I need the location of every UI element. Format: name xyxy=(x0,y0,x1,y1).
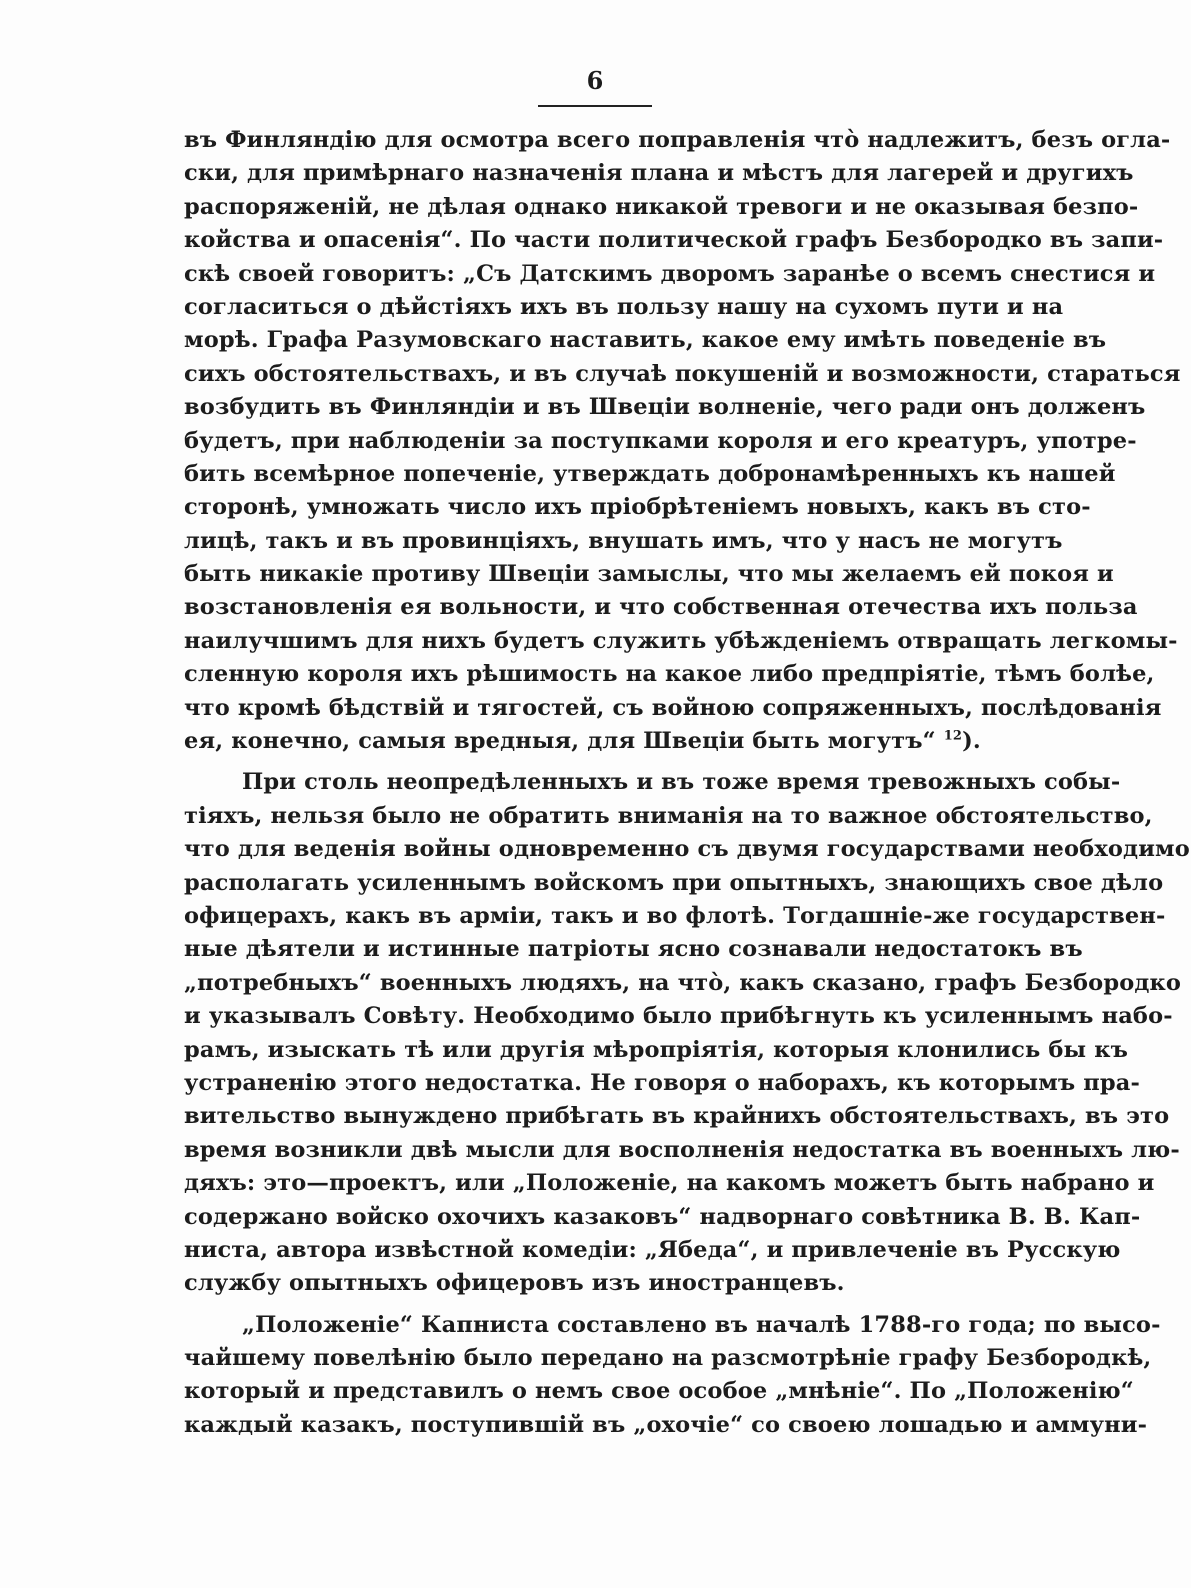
text-line: ниста, автора извѣстной комедіи: „Ябеда“, и привлеченіе въ Русскую xyxy=(184,1236,1121,1263)
text-line: возбудить въ Финляндіи и въ Швеціи волненіе, чего ради онъ долженъ xyxy=(184,394,1146,421)
text-line: располагать усиленнымъ войскомъ при опытныхъ, знающихъ свое дѣло xyxy=(184,869,1164,896)
text-line: „Положеніе“ Капниста составлено въ началѣ 1788-го года; по высо- xyxy=(242,1311,1161,1338)
text-line: сторонѣ, умножать число ихъ пріобрѣтеніемъ новыхъ, какъ въ сто- xyxy=(184,494,1091,521)
text-line: „потребныхъ“ военныхъ людяхъ, на что̀, какъ сказано, графъ Безбородко xyxy=(184,969,1182,996)
text-line: чайшему повелѣнію было передано на разсмотрѣніе графу Безбородкѣ, xyxy=(184,1345,1152,1372)
text-line: бить всемѣрное попеченіе, утверждать добронамѣренныхъ къ нашей xyxy=(184,460,1116,487)
text-line: лицѣ, такъ и въ провинціяхъ, внушать имъ, что у насъ не могутъ xyxy=(184,527,1063,554)
text-line: что для веденія войны одновременно съ двумя государствами необходимо xyxy=(184,836,1190,863)
body-text xyxy=(184,124,1190,1442)
text-line: службу опытныхъ офицеровъ изъ иностранцевъ. xyxy=(184,1270,845,1297)
text-line: что кромѣ бѣдствій и тягостей, съ войною сопряженныхъ, послѣдованія xyxy=(184,694,1162,721)
text-line: который и представилъ о немъ свое особое „мнѣніе“. По „Положенію“ xyxy=(184,1378,1134,1405)
text-line: скѣ своей говоритъ: „Съ Датскимъ дворомъ заранѣе о всемъ снестися и xyxy=(184,260,1156,287)
text-line: тіяхъ, нельзя было не обратить вниманія на то важное обстоятельство, xyxy=(184,802,1153,829)
page-number: 6 xyxy=(586,66,604,95)
text-line xyxy=(184,725,996,758)
text-line: офицерахъ, какъ въ арміи, такъ и во флотѣ. Тогдашніе-же государствен- xyxy=(184,902,1166,929)
text-line: При столь неопредѣленныхъ и въ тоже время тревожныхъ собы- xyxy=(242,769,1121,796)
text-line: содержано войско охочихъ казаковъ“ надворнаго совѣтника В. В. Кап- xyxy=(184,1203,1141,1230)
text-line: каждый казакъ, поступившій въ „охочіе“ со своею лошадью и аммуни- xyxy=(184,1411,1148,1438)
text-line: ски, для примѣрнаго назначенія плана и мѣстъ для лагерей и другихъ xyxy=(184,160,1134,187)
text-line: сленную короля ихъ рѣшимость на какое либо предпріятіе, тѣмъ болѣе, xyxy=(184,661,1155,688)
text-line: устраненію этого недостатка. Не говоря о наборахъ, къ которымъ пра- xyxy=(184,1069,1141,1096)
text-line: дяхъ: это—проектъ, или „Положеніе, на какомъ можетъ быть набрано и xyxy=(184,1170,1155,1197)
text-line-content: ея, конечно, самыя вредныя, для Швеціи быть могутъ“ xyxy=(184,728,936,755)
footnote-reference: 12 xyxy=(943,728,963,744)
paragraph xyxy=(184,766,1190,1300)
text-line: и указывалъ Совѣту. Необходимо было прибѣгнуть къ усиленнымъ набо- xyxy=(184,1003,1173,1030)
text-line: согласиться о дѣйстіяхъ ихъ въ пользу нашу на сухомъ пути и на xyxy=(184,293,1064,320)
text-line: наилучшимъ для нихъ будетъ служить убѣжденіемъ отвращать легкомы- xyxy=(184,627,1178,654)
text-line: будетъ, при наблюденіи за поступками короля и его креатуръ, употре- xyxy=(184,427,1137,454)
text-line: въ Финляндію для осмотра всего поправленія что̀ надлежитъ, безъ огла- xyxy=(184,127,1171,153)
text-line: койства и опасенія“. По части политической графъ Безбородко въ запи- xyxy=(184,227,1164,254)
text-line: распоряженій, не дѣлая однако никакой тревоги и не оказывая безпо- xyxy=(184,193,1139,220)
text-line: рамъ, изыскать тѣ или другія мѣропріятія, которыя клонились бы къ xyxy=(184,1036,1129,1063)
text-line: морѣ. Графа Разумовскаго наставить, какое ему имѣть поведеніе въ xyxy=(184,327,1107,354)
text-line: вительство вынуждено прибѣгать въ крайнихъ обстоятельствахъ, въ это xyxy=(184,1103,1170,1130)
text-line: возстановленія ея вольности, и что собственная отечества ихъ польза xyxy=(184,594,1138,621)
paragraph xyxy=(184,124,1181,758)
paragraph-gap xyxy=(184,1301,996,1309)
text-line: ные дѣятели и истинные патріоты ясно сознавали недостатокъ въ xyxy=(184,936,1083,963)
footnote-tail: ). xyxy=(962,728,981,755)
text-line: время возникли двѣ мысли для восполненія недостатка въ военныхъ лю- xyxy=(184,1136,1180,1163)
text-line: сихъ обстоятельствахъ, и въ случаѣ покушеній и возможности, стараться xyxy=(184,360,1181,387)
paragraph-gap xyxy=(184,758,996,766)
paragraph xyxy=(184,1309,1161,1443)
text-line: быть никакіе противу Швеціи замыслы, что мы желаемъ ей покоя и xyxy=(184,561,1114,588)
header-rule xyxy=(538,105,652,107)
